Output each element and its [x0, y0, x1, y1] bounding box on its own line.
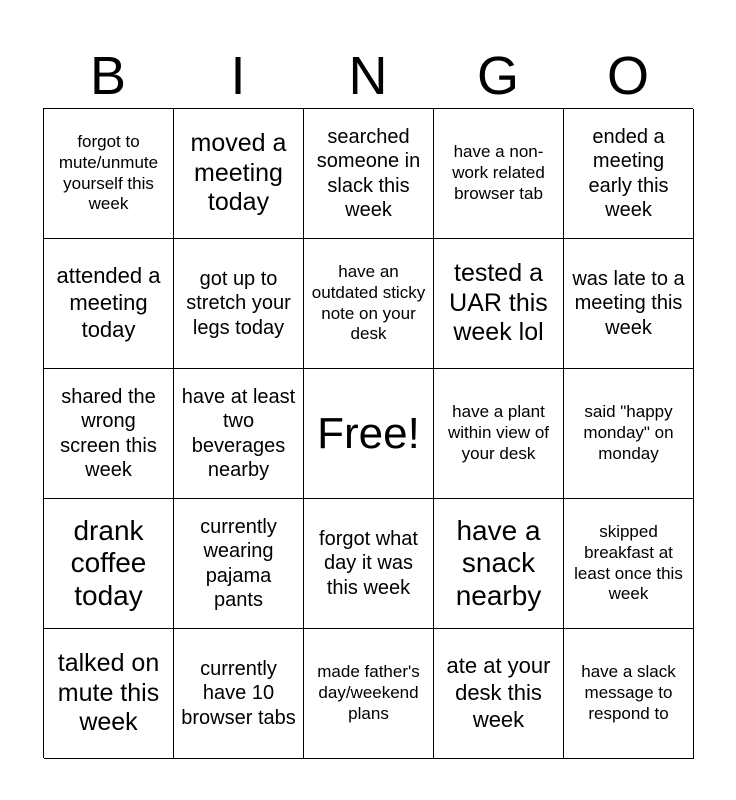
- cell-label: have a non-work related browser tab: [452, 142, 545, 203]
- bingo-cell[interactable]: [174, 109, 304, 239]
- header-letter-b: B: [89, 46, 127, 106]
- cell-label: made father's day/weekend plans: [317, 662, 420, 723]
- bingo-cell[interactable]: [44, 369, 174, 499]
- cell-label: tested a UAR this week lol: [449, 259, 548, 347]
- header-letter-i: I: [230, 46, 246, 106]
- bingo-cell[interactable]: [564, 239, 694, 369]
- bingo-cell[interactable]: [304, 239, 434, 369]
- bingo-cell[interactable]: [434, 369, 564, 499]
- cell-label: was late to a meeting this week: [572, 267, 685, 339]
- bingo-cell[interactable]: [434, 109, 564, 239]
- cell-label: got up to stretch your legs today: [186, 267, 291, 339]
- bingo-cell[interactable]: [434, 499, 564, 629]
- bingo-cell[interactable]: [44, 109, 174, 239]
- header-letter-g: G: [476, 46, 519, 106]
- cell-label: forgot what day it was this week: [319, 527, 418, 599]
- cell-label: searched someone in slack this week: [316, 125, 421, 221]
- cell-label: have a snack nearby: [455, 514, 542, 611]
- bingo-cell[interactable]: [304, 109, 434, 239]
- bingo-cell[interactable]: [174, 499, 304, 629]
- bingo-cell[interactable]: [564, 109, 694, 239]
- bingo-cell[interactable]: [564, 499, 694, 629]
- cell-label: attended a meeting today: [56, 263, 161, 342]
- cell-label: moved a meeting today: [190, 129, 287, 217]
- cell-label: talked on mute this week: [57, 649, 160, 737]
- cell-label: have at least two beverages nearby: [181, 385, 296, 481]
- bingo-cell[interactable]: [564, 629, 694, 759]
- cell-label: drank coffee today: [70, 514, 147, 611]
- bingo-cell[interactable]: [174, 629, 304, 759]
- cell-label: have a slack message to respond to: [581, 662, 676, 723]
- bingo-cell[interactable]: [44, 239, 174, 369]
- cell-label: ate at your desk this week: [446, 653, 551, 732]
- cell-label: skipped breakfast at least once this week: [574, 522, 683, 604]
- bingo-board: [43, 108, 693, 758]
- cell-label: have a plant within view of your desk: [447, 402, 550, 463]
- cell-label: currently wearing pajama pants: [200, 515, 277, 611]
- cell-label: have an outdated sticky note on your desk: [311, 262, 426, 344]
- cell-label: said "happy monday" on monday: [583, 402, 674, 463]
- free-space[interactable]: [304, 369, 434, 499]
- bingo-cell[interactable]: [44, 629, 174, 759]
- cell-label: shared the wrong screen this week: [60, 385, 157, 481]
- header-letter-n: N: [348, 46, 388, 106]
- bingo-cell[interactable]: [434, 239, 564, 369]
- bingo-header: [43, 44, 693, 108]
- cell-label: currently have 10 browser tabs: [181, 657, 296, 729]
- cell-label: forgot to mute/unmute yourself this week: [58, 132, 159, 214]
- bingo-cell[interactable]: [434, 629, 564, 759]
- bingo-cell[interactable]: [44, 499, 174, 629]
- free-space-label: Free!: [317, 408, 420, 458]
- bingo-cell[interactable]: [174, 369, 304, 499]
- bingo-cell[interactable]: [304, 629, 434, 759]
- cell-label: ended a meeting early this week: [588, 125, 669, 221]
- header-letter-o: O: [606, 46, 649, 106]
- bingo-cell[interactable]: [174, 239, 304, 369]
- bingo-cell[interactable]: [304, 499, 434, 629]
- bingo-cell[interactable]: [564, 369, 694, 499]
